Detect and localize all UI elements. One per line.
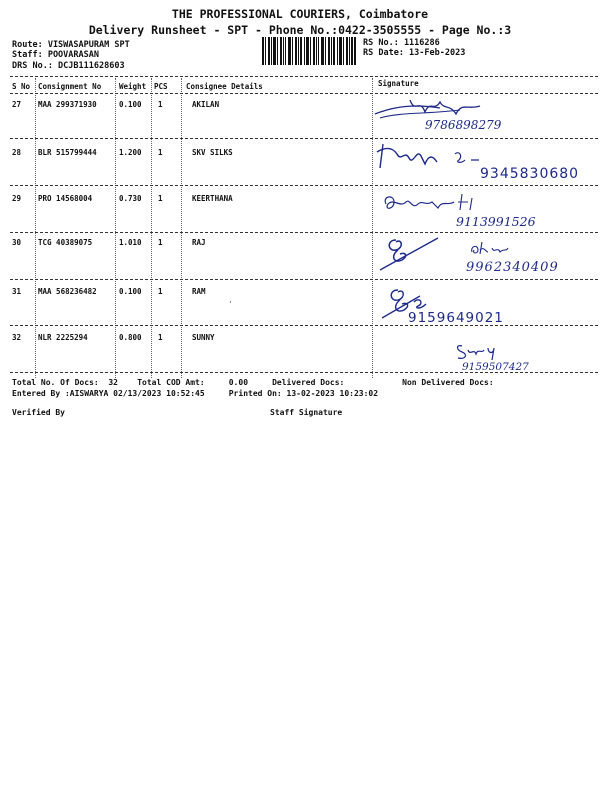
- row-sno: 27: [12, 100, 22, 109]
- row-consignment: BLR 515799444: [38, 148, 97, 157]
- row-details: AKILAN: [192, 100, 220, 109]
- divider-line: [10, 185, 598, 186]
- handwritten-phone: 9159649021: [408, 310, 504, 326]
- row-sno: 28: [12, 148, 22, 157]
- entered-by-line: Entered By :AISWARYA 02/13/2023 10:52:45 Printed On: 13-02-2023 10:23:02: [12, 389, 379, 398]
- handwritten-signature: [452, 340, 512, 362]
- handwritten-phone: 9786898279: [425, 118, 502, 132]
- divider-line: [10, 372, 598, 373]
- row-details: SKV SILKS: [192, 148, 233, 157]
- row-weight: 0.100: [119, 287, 142, 296]
- totals-line: Total No. Of Docs: 32 Total COD Amt: 0.00 Delivered Docs: Non Delivered Docs:: [12, 378, 494, 387]
- row-details: RAJ: [192, 238, 206, 247]
- handwritten-phone: 9113991526: [456, 214, 536, 229]
- header-details: Consignee Details: [186, 82, 263, 91]
- handwritten-phone: 9159507427: [462, 361, 529, 373]
- row-sno: 32: [12, 333, 22, 342]
- row-sno: 29: [12, 194, 22, 203]
- header-sno: S No: [12, 82, 31, 91]
- handwritten-signature: [468, 240, 528, 258]
- row-consignment: NLR 2225294: [38, 333, 88, 342]
- column-separator: [181, 78, 182, 378]
- divider-line: [10, 232, 598, 233]
- row-consignment: PRO 14568004: [38, 194, 93, 203]
- header-weight: Weight: [119, 82, 147, 91]
- handwritten-phone: 9345830680: [480, 166, 580, 182]
- row-weight: 0.730: [119, 194, 142, 203]
- rs-date: RS Date: 13-Feb-2023: [363, 48, 466, 58]
- row-pcs: 1: [158, 287, 163, 296]
- staff-signature-label: Staff Signature: [270, 408, 343, 417]
- row-details: RAM: [192, 287, 206, 296]
- drs-number: DRS No.: DCJB111628603: [12, 61, 125, 71]
- column-separator: [115, 78, 116, 378]
- scan-speck: ʻ: [228, 300, 233, 309]
- row-pcs: 1: [158, 194, 163, 203]
- row-consignment: TCG 40389075: [38, 238, 93, 247]
- row-pcs: 1: [158, 238, 163, 247]
- divider-line: [10, 138, 598, 139]
- route-label: Route: VISWASAPURAM SPT: [12, 40, 130, 50]
- row-pcs: 1: [158, 100, 163, 109]
- barcode: [262, 37, 356, 65]
- verified-by-label: Verified By: [12, 408, 65, 417]
- row-details: KEERTHANA: [192, 194, 233, 203]
- document-subtitle: Delivery Runsheet - SPT - Phone No.:0422-3505555 - Page No.:3: [88, 23, 512, 37]
- row-details: SUNNY: [192, 333, 215, 342]
- row-pcs: 1: [158, 148, 163, 157]
- row-weight: 0.100: [119, 100, 142, 109]
- divider-line: [10, 279, 598, 280]
- row-sno: 31: [12, 287, 22, 296]
- header-signature: Signature: [378, 79, 419, 88]
- divider-line: [10, 76, 598, 77]
- rs-number: RS No.: 1116286: [363, 38, 440, 48]
- handwritten-phone: 9962340409: [466, 260, 559, 275]
- column-separator: [35, 78, 36, 378]
- row-consignment: MAA 568236482: [38, 287, 97, 296]
- header-consignment: Consignment No: [38, 82, 102, 91]
- row-pcs: 1: [158, 333, 163, 342]
- divider-line: [10, 325, 598, 326]
- document-title: THE PROFESSIONAL COURIERS, Coimbatore: [171, 7, 429, 21]
- row-sno: 30: [12, 238, 22, 247]
- row-weight: 1.010: [119, 238, 142, 247]
- row-weight: 1.200: [119, 148, 142, 157]
- staff-label: Staff: POOVARASAN: [12, 50, 99, 60]
- column-separator: [151, 78, 152, 378]
- column-separator: [372, 78, 373, 378]
- header-pcs: PCS: [154, 82, 168, 91]
- row-weight: 0.800: [119, 333, 142, 342]
- row-consignment: MAA 299371930: [38, 100, 97, 109]
- handwritten-signature: [376, 234, 456, 274]
